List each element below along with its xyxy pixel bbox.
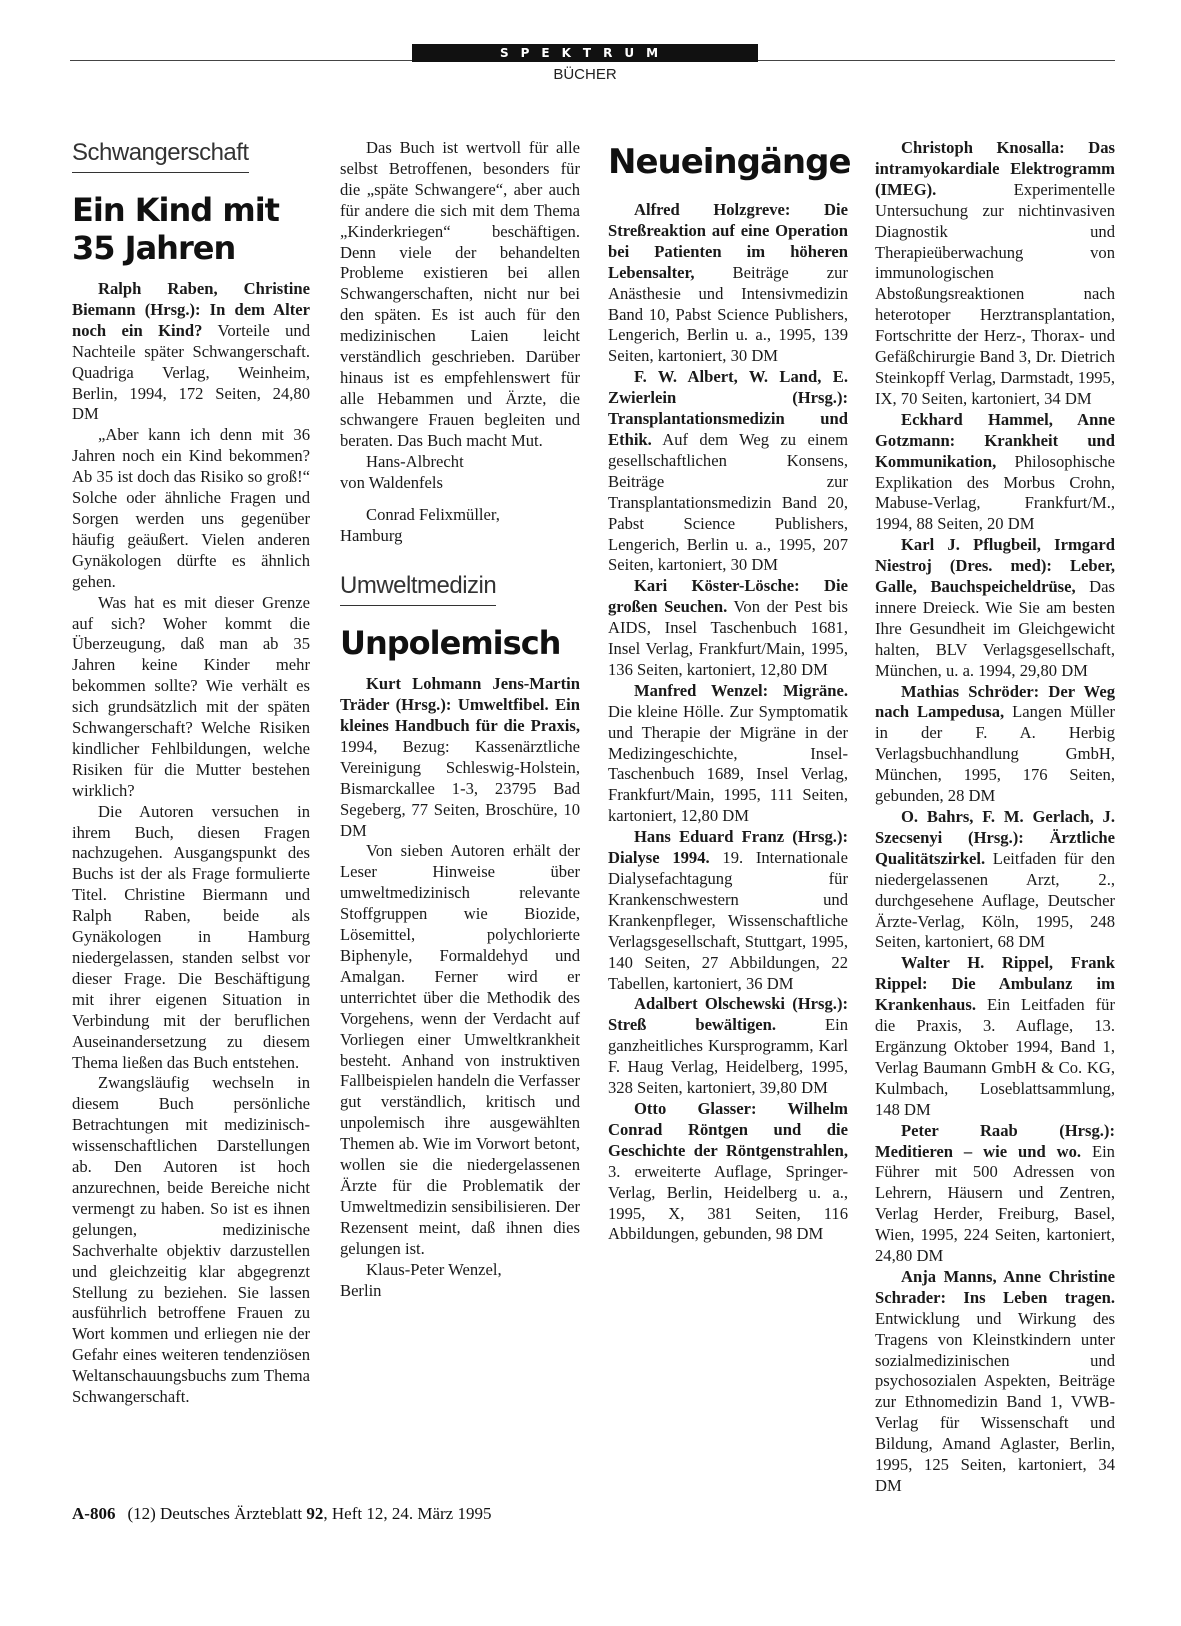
list-item: Otto Glasser: Wilhelm Conrad Röntgen und die Geschichte der Röntgenstrahlen, 3. erweiterte Auflage, Springer-Verlag, Berlin, Heidelberg u. a., 1995, X, 381 Seiten, 116 Abbildungen, gebunden, 98 DM xyxy=(608,1098,848,1244)
list-item: Alfred Holzgreve: Die Streßreaktion auf eine Operation bei Patienten im höheren Lebensalter, Beiträge zur Anästhesie und Intensivmedizin Band 10, Pabst Science Publishers, Lengerich, Berlin u. a., 1995, 139 Seiten, kartoniert, 30 DM xyxy=(608,200,848,366)
list-item: Karl J. Pflugbeil, Irmgard Niestroj (Dres. med): Leber, Galle, Bauchspeicheldrüse, Das innere Dreieck. Wie Sie am besten Ihre Gesundheit im Gleichgewicht halten, BLV Verlagsgesellschaft, München, u. a. 1994, 29,80 DM xyxy=(875,535,1115,680)
body-paragraph: Von sieben Autoren erhält der Leser Hinweise über umweltmedizinisch relevante Stoffgruppen wie Biozide, Lösemittel, polychlorierte Biphenyle, Formaldehyd und Amalgan. Ferner wird er unterrichtet über die Methodik des Vorgehens, wenn der Verdacht auf Vorliegen einer Umweltkrankheit besteht. Anhand von instruktiven Fallbeispielen handeln die Verfasser gut verständlich, kritisch und unpolemisch ihre ausgewählten Themen ab. Wie im Vorwort betont, wollen sie die niedergelassenen Ärzte für die Problematik der Umweltmedizin sensibilisieren. Der Rezensent meint, daß ihnen dies gelungen ist. xyxy=(340,841,580,1258)
list-item: Peter Raab (Hrsg.): Meditieren – wie und wo. Ein Führer mit 500 Adressen von Lehrern, Häusern und Zentren, Verlag Herder, Freiburg, Basel, Wien, 1995, 224 Seiten, kartoniert, 24,80 DM xyxy=(875,1120,1115,1266)
headline-unpolemisch: Unpolemisch xyxy=(340,624,561,663)
page-footer xyxy=(72,1504,491,1524)
section-banner: SPEKTRUM xyxy=(412,44,758,62)
journal-volume: 92 xyxy=(306,1504,324,1523)
rubric-schwangerschaft: Schwangerschaft xyxy=(72,138,249,173)
column-1 xyxy=(72,138,310,1408)
journal-citation: (12) Deutsches Ärzteblatt xyxy=(127,1504,307,1523)
body-paragraph: Zwangsläufig wechseln in diesem Buch persönliche Betrachtungen mit medizinisch-wissenschaftlichen Darstellungen ab. Den Autoren ist hoch anzurechnen, beide Bereiche nicht vermengt zu haben. So ist es ihnen gelungen, medizinische Sachverhalte objektiv darzustellen und gleichzeitig klar abgegrenzt Stellung zu beziehen. Sie lassen ausführlich betroffene Frauen zu Wort kommen und erliegen nie der Gefahr eines weiteren tendenziösen Weltanschauungsbuchs zum Thema Schwangerschaft. xyxy=(72,1073,310,1407)
body-paragraph: „Aber kann ich denn mit 36 Jahren noch ein Kind bekommen? Ab 35 ist doch das Risiko so groß!“ Solche oder ähnliche Fragen und Sorgen werden uns gegenüber häufig geäußert. Vielen anderen Gynäkologen dürfte es ähnlich gehen. xyxy=(72,425,310,591)
list-item: Eckhard Hammel, Anne Gotzmann: Krankheit und Kommunikation, Philosophische Explikation des Morbus Crohn, Mabuse-Verlag, Frankfurt/M., 1994, 88 Seiten, 20 DM xyxy=(875,409,1115,534)
rubric-umweltmedizin: Umweltmedizin xyxy=(340,571,496,606)
list-item: Adalbert Olschewski (Hrsg.): Streß bewältigen. Ein ganzheitliches Kursprogramm, Karl F. Haug Verlag, Heidelberg, 1995, 328 Seiten, kartoniert, 39,80 DM xyxy=(608,994,848,1098)
page-number: A-806 xyxy=(72,1504,116,1523)
section-label: BÜCHER xyxy=(553,66,617,83)
list-item: Mathias Schröder: Der Weg nach Lampedusa, Langen Müller in der F. A. Herbig Verlagsbuchhandlung GmbH, München, 1995, 176 Seiten, gebunden, 28 DM xyxy=(875,681,1115,806)
column-4 xyxy=(875,138,1115,1497)
body-paragraph: Die Autoren versuchen in ihrem Buch, diesen Fragen nachzugehen. Ausgangspunkt des Buchs ist der als Frage formulierte Titel. Christine Biermann und Ralph Raben, beide als Gynäkologen in Hamburg niedergelassen, standen selbst vor dieser Frage. Die Beschäftigung mit ihrer eigenen Situation in Verbindung mit der beruflichen Auseinandersetzung zu diesem Thema ließen das Buch entstehen. xyxy=(72,801,310,1072)
headline-neueingaenge: Neueingänge xyxy=(608,142,851,182)
journal-issue: , Heft 12, 24. März 1995 xyxy=(323,1504,492,1523)
illustration-credit: Conrad Felixmüller, Hamburg xyxy=(340,505,500,546)
list-item: Manfred Wenzel: Migräne. Die kleine Hölle. Zur Symptomatik und Therapie der Migräne in der Medizingeschichte, Insel-Taschenbuch 1689, Insel Verlag, Frankfurt/Main, 1995, 111 Seiten, kartoniert, 12,80 DM xyxy=(608,680,848,826)
headline-ein-kind: Ein Kind mit 35 Jahren xyxy=(72,191,279,267)
list-item: Kari Köster-Lösche: Die großen Seuchen. Von der Pest bis AIDS, Insel Taschenbuch 1681, Insel Verlag, Frankfurt/Main, 1995, 136 Seiten, kartoniert, 12,80 DM xyxy=(608,576,848,679)
list-item: Christoph Knosalla: Das intramyokardiale Elektrogramm (IMEG). Experimentelle Untersuchung zur nichtinvasiven Diagnostik und Therapieüberwachung von immunologischen Abstoßungsreaktionen nach heterotoper Herztransplantation, Fortschritte der Herz-, Thorax- und Gefäßchirurgie Band 3, Dr. Dietrich Steinkopff Verlag, Darmstadt, 1995, IX, 70 Seiten, kartoniert, 34 DM xyxy=(875,138,1115,408)
body-paragraph: Was hat es mit dieser Grenze auf sich? Woher kommt die Überzeugung, daß man ab 35 Jahren keine Kinder mehr bekommen sollte? Wie verhält es sich grundsätzlich mit der späten Schwangerschaft? Welche Risiken kindlicher Fehlbildungen, welche Risiken für die Mutter bestehen wirklich? xyxy=(72,592,310,800)
list-item: Anja Manns, Anne Christine Schrader: Ins Leben tragen. Entwicklung und Wirkung des Tragens von Kleinstkindern unter sozialmedizinischen und psychosozialen Aspekten, Beiträge zur Ethnomedizin Band 1, VWB-Verlag für Wissenschaft und Bildung, Amand Aglaster, Berlin, 1995, 125 Seiten, kartoniert, 34 DM xyxy=(875,1266,1115,1495)
book-reference: Kurt Lohmann Jens-Martin Träder (Hrsg.): Umweltfibel. Ein kleines Handbuch für die Praxis, 1994, Bezug: Kassenärztliche Vereinigung Schleswig-Holstein, Bismarckallee 1-3, 23795 Bad Segeberg, 77 Seiten, Broschüre, 10 DM xyxy=(340,674,580,840)
list-item: F. W. Albert, W. Land, E. Zwierlein (Hrsg.): Transplantationsmedizin und Ethik. Auf dem Weg zu einem gesellschaftlichen Konsens, Beiträge zur Transplantationsmedizin Band 20, Pabst Science Publishers, Lengerich, Berlin u. a., 1995, 207 Seiten, kartoniert, 30 DM xyxy=(608,367,848,575)
book-reference: Ralph Raben, Christine Biemann (Hrsg.): In dem Alter noch ein Kind? Vorteile und Nachteile später Schwangerschaft. Quadriga Verlag, Weinheim, Berlin, 1994, 172 Seiten, 24,80 DM xyxy=(72,279,310,424)
list-item: Walter H. Rippel, Frank Rippel: Die Ambulanz im Krankenhaus. Ein Leitfaden für die Praxis, 3. Auflage, 13. Ergänzung Oktober 1994, Band 1, Verlag Baumann GmbH & Co. KG, Kulmbach, Loseblattsammlung, 148 DM xyxy=(875,953,1115,1119)
column-3 xyxy=(608,138,851,1245)
reviewer-signature: Klaus-Peter Wenzel, Berlin xyxy=(340,1259,502,1300)
list-item: Hans Eduard Franz (Hrsg.): Dialyse 1994. 19. Internationale Dialysefachtagung für Krankenschwestern und Krankenpfleger, Wissenschaftliche Verlagsgesellschaft, Stuttgart, 1995, 140 Seiten, 27 Abbildungen, 22 Tabellen, kartoniert, 36 DM xyxy=(608,827,849,993)
body-paragraph: Das Buch ist wertvoll für alle selbst Betroffenen, besonders für die „späte Schwangere“, aber auch für andere die sich mit dem Thema „Kinderkriegen“ beschäftigen. Denn viele der behandelten Probleme existieren bei allen Schwangerschaften, nicht nur bei den späten. Es ist auch für den medizinischen Laien leicht verständlich geschrieben. Darüber hinaus ist es empfehlenswert für alle Hebammen und Ärzte, die schwangere Frauen begleiten und beraten. Das Buch macht Mut. xyxy=(340,138,580,450)
list-item: O. Bahrs, F. M. Gerlach, J. Szecsenyi (Hrsg.): Ärztliche Qualitätszirkel. Leitfaden für den niedergelassenen Arzt, 2., durchgesehene Auflage, Deutscher Ärzte-Verlag, Köln, 1995, 248 Seiten, kartoniert, 68 DM xyxy=(875,807,1115,952)
column-2 xyxy=(340,138,580,1301)
reviewer-signature: Hans-Albrecht von Waldenfels xyxy=(340,451,464,492)
